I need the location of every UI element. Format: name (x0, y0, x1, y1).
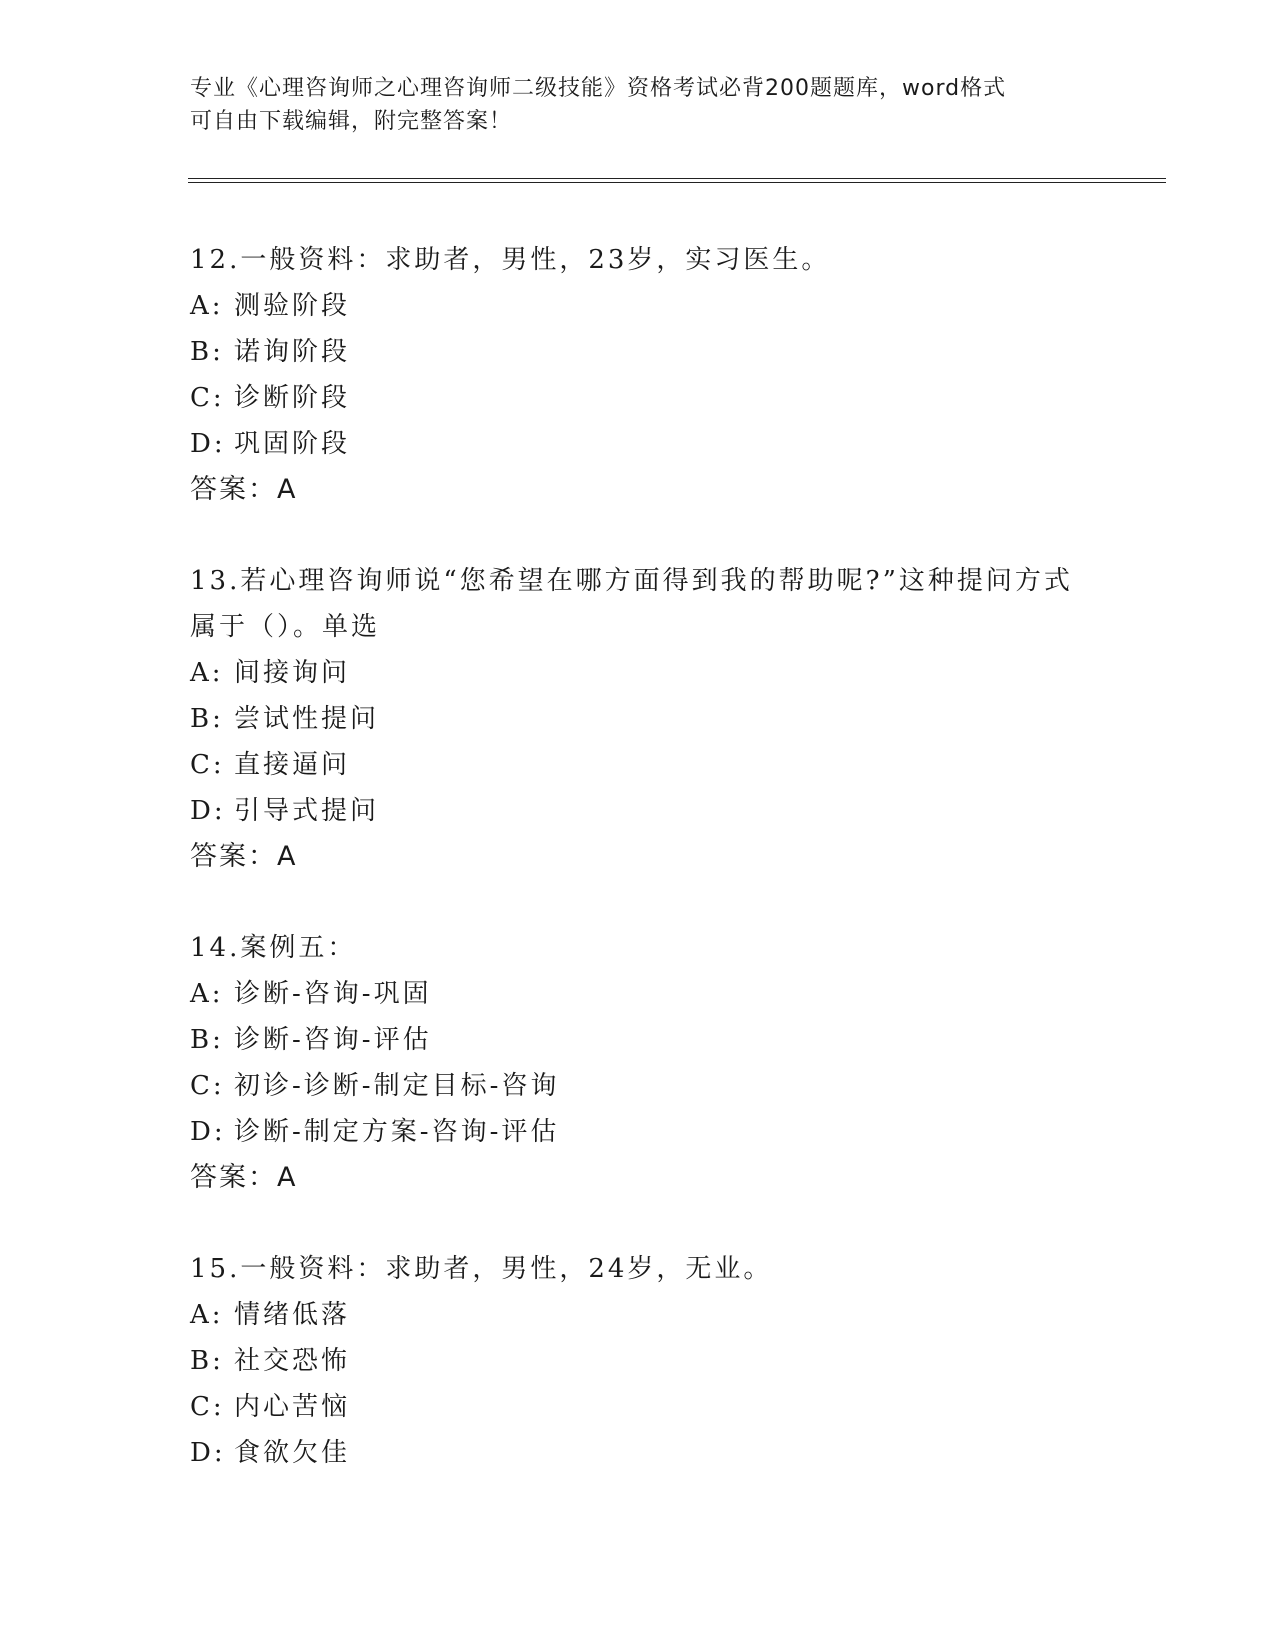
option-a (190, 283, 1090, 329)
option-text: 直接逼问 (234, 750, 351, 780)
option-key: A: (190, 1300, 224, 1330)
question-stem: 14.案例五： (190, 933, 357, 963)
option-text: 食欲欠佳 (234, 1438, 351, 1468)
question-15 (190, 1246, 1090, 1476)
option-a (190, 650, 1090, 696)
option-b (190, 329, 1090, 375)
option-c (190, 742, 1090, 788)
option-key: C: (190, 1071, 225, 1101)
option-text: 诊断-咨询-巩固 (234, 979, 432, 1009)
option-text: 测验阶段 (234, 291, 351, 321)
option-c (190, 375, 1090, 421)
option-text: 诊断阶段 (234, 383, 351, 413)
question-12 (190, 237, 1090, 513)
option-text: 社交恐怖 (234, 1346, 351, 1376)
option-text: 诺询阶段 (234, 337, 351, 367)
option-key: B: (190, 1025, 224, 1055)
question-14 (190, 925, 1090, 1201)
option-text: 间接询问 (234, 658, 351, 688)
question-13 (190, 558, 1090, 880)
option-b (190, 696, 1090, 742)
option-key: D: (190, 429, 226, 459)
option-key: A: (190, 979, 224, 1009)
option-key: D: (190, 1438, 226, 1468)
option-d (190, 421, 1090, 467)
option-text: 情绪低落 (234, 1300, 351, 1330)
question-stem: 13.若心理咨询师说“您希望在哪方面得到我的帮助呢?”这种提问方式属于（）。单选 (190, 566, 1073, 642)
option-text: 尝试性提问 (234, 704, 380, 734)
option-text: 诊断-咨询-评估 (234, 1025, 432, 1055)
option-key: B: (190, 1346, 224, 1376)
option-key: B: (190, 337, 224, 367)
option-key: D: (190, 796, 226, 826)
option-b (190, 1338, 1090, 1384)
option-d (190, 788, 1090, 834)
question-list (190, 237, 1090, 1521)
header-divider (188, 178, 1166, 183)
option-text: 内心苦恼 (234, 1392, 351, 1422)
option-key: C: (190, 383, 225, 413)
option-key: D: (190, 1117, 226, 1147)
option-a (190, 971, 1090, 1017)
option-key: B: (190, 704, 224, 734)
header-line-2: 可自由下载编辑，附完整答案！ (190, 109, 513, 134)
option-a (190, 1292, 1090, 1338)
option-key: A: (190, 658, 224, 688)
question-stem: 12.一般资料：求助者，男性，23岁，实习医生。 (190, 245, 831, 275)
option-d (190, 1430, 1090, 1476)
option-c (190, 1063, 1090, 1109)
option-key: A: (190, 291, 224, 321)
option-d (190, 1109, 1090, 1155)
document-header (190, 72, 1090, 138)
option-key: C: (190, 750, 225, 780)
answer-line: 答案：A (190, 1162, 298, 1193)
option-text: 初诊-诊断-制定目标-咨询 (234, 1071, 560, 1101)
option-text: 诊断-制定方案-咨询-评估 (234, 1117, 560, 1147)
answer-line: 答案：A (190, 474, 298, 505)
option-c (190, 1384, 1090, 1430)
question-stem: 15.一般资料：求助者，男性，24岁，无业。 (190, 1254, 773, 1284)
option-text: 引导式提问 (234, 796, 380, 826)
option-b (190, 1017, 1090, 1063)
option-key: C: (190, 1392, 225, 1422)
header-line-1: 专业《心理咨询师之心理咨询师二级技能》资格考试必背200题题库，word格式 (190, 76, 1007, 101)
answer-line: 答案：A (190, 841, 298, 872)
option-text: 巩固阶段 (234, 429, 351, 459)
